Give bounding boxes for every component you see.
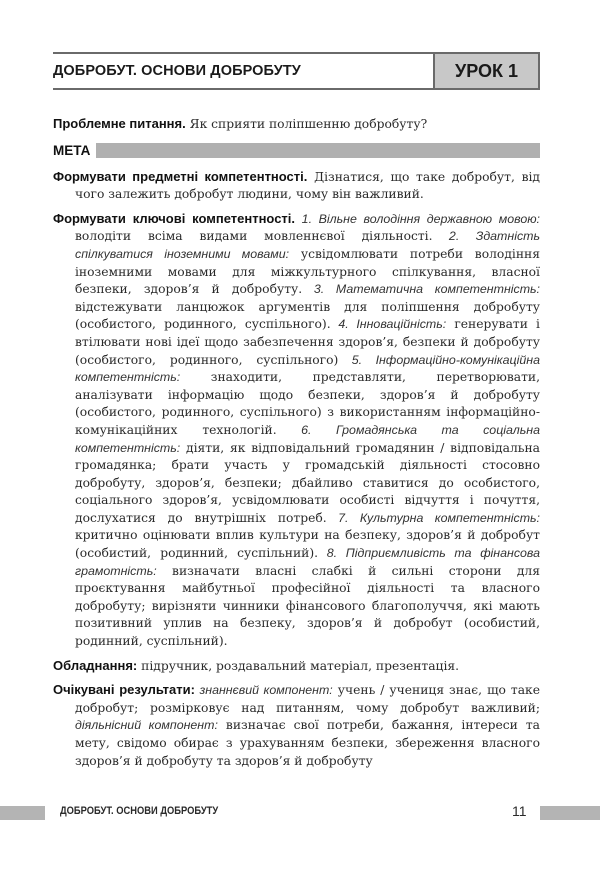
- results-component-text: визначає свої потреби, бажання, інтереси та мету, свідомо обирає з урахуванням безпеки, збереження власного здоров’я й добробуту та здоров’я й добробуту: [75, 718, 541, 768]
- key-item-text: діяти, як відповідальний громадянин / відповідальна громадянка; брати участь у громадській діяльності стосовно добробуту, здоров’я, безпеки; дбайливо ставитися до особистого, соціального здоров’я, усвідомлювати особисті відчуття і почуття, дослухатися до внутрішніх потреб.: [75, 440, 540, 525]
- results-component-title: знаннєвий компонент:: [194, 683, 333, 698]
- subject-competences: [53, 168, 540, 204]
- chapter-title: ДОБРОБУТ. ОСНОВИ ДОБРОБУТУ: [53, 63, 301, 79]
- key-item-text: знаходити, представляти, перетворювати, аналізувати інформацію щодо безпеки, здоров’я й добробуту (особистого, родинного, суспільного) з використанням інформаційно-комунікаційних технологій.: [75, 370, 540, 437]
- chapter-header: [53, 52, 540, 90]
- key-item-text: усвідомлювати потреби володіння іноземними мовами для міжкультурного спілкування, власної безпеки, здоров’я й добробуту.: [75, 246, 540, 297]
- problem-text: Як сприяти поліпшенню добробуту?: [185, 117, 428, 131]
- key-item-title: 2. Здатність спілкуватися іноземними мовами:: [75, 229, 540, 261]
- goal-label: МЕТА: [53, 142, 91, 158]
- key-item-text: визначати власні слабкі й сильні сторони для проєктування майбутньої професійної діяльності та власного добробуту; вирізняти чинники фінансового благополуччя, які мають позитивний уплив на безпеку, здоров’я й добробут (особистий, родинний, суспільний).: [75, 563, 540, 649]
- results-label: Очікувані результати:: [53, 682, 195, 698]
- subject-label: Формувати предметні компетентності.: [53, 168, 308, 184]
- expected-results: [53, 681, 540, 770]
- key-item-title: 5. Інформаційно-комунікаційна компетентність:: [75, 352, 540, 385]
- key-item-text: генерувати і втілювати нові ідеї щодо забезпечення здоров’я, безпеки й добробуту (особистого, родинного, суспільного): [75, 317, 540, 367]
- footer-right-bar: [540, 806, 600, 820]
- goal-section-header: [53, 142, 540, 160]
- results-component-title: діяльнісний компонент:: [75, 718, 218, 733]
- problem-label: Проблемне питання.: [53, 116, 186, 131]
- key-item-title: 3. Математична компетентність:: [302, 282, 540, 297]
- results-component-text: учень / учениця знає, що таке добробут; розмірковує над питанням, чому добробут важливий;: [75, 683, 540, 715]
- key-item-text: критично оцінювати вплив культури на безпеку, здоров’я й добробут (особистий, родинний, суспільний).: [75, 528, 540, 561]
- equipment-label: Обладнання:: [53, 657, 138, 673]
- key-label: Формувати ключові компетентності.: [53, 210, 296, 226]
- key-item-text: відстежувати ланцюжок аргументів для поліпшення добробуту (особистого, родинного, суспільного).: [75, 299, 540, 332]
- key-item-title: 7. Культурна компетентність:: [326, 510, 540, 525]
- key-item-title: 6. Громадянська та соціальна компетентність:: [75, 422, 541, 455]
- page-number: 11: [512, 803, 527, 819]
- key-item-text: володіти всіма видами мовленнєвої діяльності.: [75, 229, 433, 244]
- key-item-title: 4. Інноваційність:: [330, 317, 447, 332]
- footer-running-title: ДОБРОБУТ. ОСНОВИ ДОБРОБУТУ: [60, 805, 219, 817]
- key-item-title: 1. Вільне володіння державною мовою:: [295, 211, 540, 226]
- subject-text: Дізнатися, що таке добробут, від чого залежить добробут людини, чому він важливий.: [75, 169, 540, 202]
- equipment: [53, 657, 540, 676]
- key-item-title: 8. Підприємливість та фінансова грамотність:: [75, 546, 540, 578]
- key-competences: [53, 210, 540, 651]
- goal-bar: [96, 143, 540, 158]
- problem-question: [53, 115, 540, 134]
- lesson-number-box: УРОК 1: [433, 52, 538, 90]
- equipment-text: підручник, роздавальний матеріал, презентація.: [137, 658, 460, 673]
- page-content: [53, 115, 540, 776]
- footer-left-bar: [0, 806, 45, 820]
